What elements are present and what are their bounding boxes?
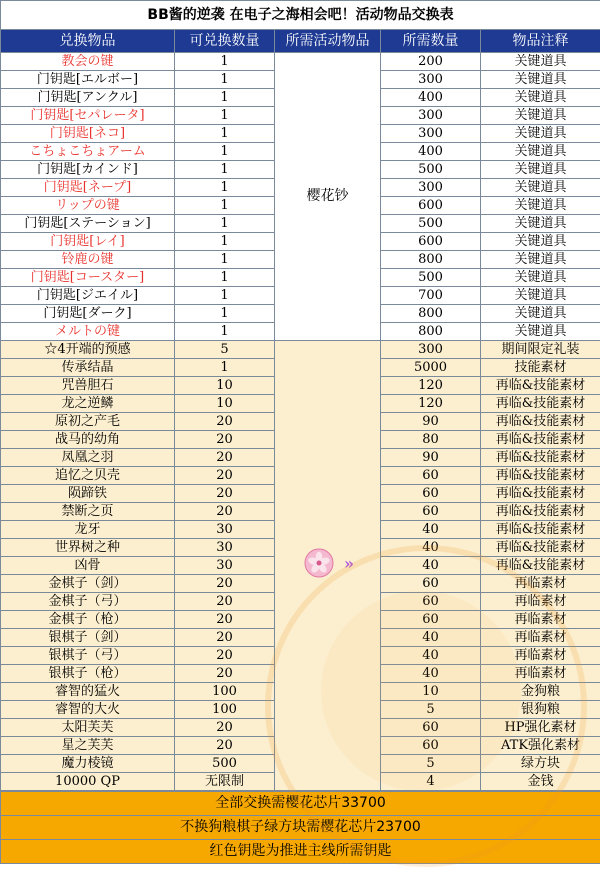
material-row — [1, 341, 600, 359]
item-need: 60 — [381, 467, 481, 485]
footer-row — [1, 792, 600, 816]
item-name: 陨蹄铁 — [1, 485, 175, 503]
currency-cell — [275, 53, 381, 341]
item-note: 期间限定礼装 — [481, 341, 600, 359]
item-note: 绿方块 — [481, 755, 600, 773]
item-need: 300 — [381, 341, 481, 359]
header-note: 物品注释 — [481, 30, 600, 53]
item-note: 再临&技能素材 — [481, 503, 600, 521]
item-note: 再临&技能素材 — [481, 485, 600, 503]
item-qty: 5 — [175, 341, 275, 359]
item-name: 魔力棱镜 — [1, 755, 175, 773]
item-note: 再临素材 — [481, 629, 600, 647]
item-qty: 10 — [175, 395, 275, 413]
item-need: 40 — [381, 521, 481, 539]
item-need: 40 — [381, 539, 481, 557]
item-qty: 1 — [175, 233, 275, 251]
item-need: 60 — [381, 593, 481, 611]
item-note: 关键道具 — [481, 161, 600, 179]
sakura-chip — [304, 548, 351, 578]
item-need: 300 — [381, 71, 481, 89]
item-note: 金钱 — [481, 773, 600, 791]
item-need: 60 — [381, 575, 481, 593]
item-name: 金棋子（弓） — [1, 593, 175, 611]
item-qty: 30 — [175, 539, 275, 557]
item-name: 战马的幼角 — [1, 431, 175, 449]
item-name: ☆4开端的预感 — [1, 341, 175, 359]
item-name: 龙之逆鳞 — [1, 395, 175, 413]
item-qty: 无限制 — [175, 773, 275, 791]
item-need: 500 — [381, 161, 481, 179]
item-qty: 1 — [175, 323, 275, 341]
title-row — [1, 1, 600, 30]
item-note: 关键道具 — [481, 143, 600, 161]
item-name: 凶骨 — [1, 557, 175, 575]
footer-partial: 不换狗粮棋子绿方块需樱花芯片23700 — [1, 816, 600, 840]
item-qty: 20 — [175, 449, 275, 467]
item-name: 门钥匙[ネコ] — [1, 125, 175, 143]
item-qty: 20 — [175, 647, 275, 665]
item-need: 40 — [381, 557, 481, 575]
item-need: 800 — [381, 305, 481, 323]
item-name: 原初之产毛 — [1, 413, 175, 431]
item-note: 关键道具 — [481, 71, 600, 89]
item-need: 500 — [381, 269, 481, 287]
item-qty: 100 — [175, 701, 275, 719]
item-note: 再临素材 — [481, 575, 600, 593]
item-name: こちょこちょアーム — [1, 143, 175, 161]
item-note: HP强化素材 — [481, 719, 600, 737]
currency-icon-cell — [275, 341, 381, 791]
item-note: 关键道具 — [481, 89, 600, 107]
item-note: 关键道具 — [481, 125, 600, 143]
item-name: 门钥匙[ジエイル] — [1, 287, 175, 305]
footer-row — [1, 816, 600, 840]
item-name: 教会の键 — [1, 53, 175, 71]
footer-total: 全部交换需樱花芯片33700 — [1, 792, 600, 816]
item-name: リップの键 — [1, 197, 175, 215]
item-qty: 20 — [175, 593, 275, 611]
item-qty: 20 — [175, 413, 275, 431]
item-need: 4 — [381, 773, 481, 791]
item-name: 世界树之种 — [1, 539, 175, 557]
item-qty: 1 — [175, 287, 275, 305]
header-item: 兑换物品 — [1, 30, 175, 53]
item-qty: 30 — [175, 521, 275, 539]
item-qty: 10 — [175, 377, 275, 395]
item-name: 追忆之贝壳 — [1, 467, 175, 485]
item-name: 门钥匙[ステーション] — [1, 215, 175, 233]
item-qty: 1 — [175, 89, 275, 107]
item-name: 银棋子（剑） — [1, 629, 175, 647]
item-name: 门钥匙[アンクル] — [1, 89, 175, 107]
item-name: 门钥匙[エルボー] — [1, 71, 175, 89]
item-need: 400 — [381, 143, 481, 161]
item-qty: 20 — [175, 467, 275, 485]
item-need: 120 — [381, 377, 481, 395]
item-need: 40 — [381, 647, 481, 665]
item-need: 90 — [381, 413, 481, 431]
item-name: 睿智的大火 — [1, 701, 175, 719]
item-qty: 1 — [175, 161, 275, 179]
item-name: 传承结晶 — [1, 359, 175, 377]
item-need: 300 — [381, 107, 481, 125]
item-name: メルトの键 — [1, 323, 175, 341]
item-need: 90 — [381, 449, 481, 467]
item-name: 星之芙芙 — [1, 737, 175, 755]
header-row — [1, 30, 600, 53]
item-need: 300 — [381, 125, 481, 143]
sakura-chip-icon — [304, 548, 334, 578]
item-qty: 20 — [175, 485, 275, 503]
item-need: 5000 — [381, 359, 481, 377]
item-note: 关键道具 — [481, 251, 600, 269]
item-note: 银狗粮 — [481, 701, 600, 719]
item-name: 门钥匙[セパレータ] — [1, 107, 175, 125]
item-need: 60 — [381, 485, 481, 503]
item-note: 关键道具 — [481, 287, 600, 305]
item-name: 睿智的猛火 — [1, 683, 175, 701]
item-qty: 1 — [175, 215, 275, 233]
item-need: 600 — [381, 197, 481, 215]
item-name: 门钥匙[ダーク] — [1, 305, 175, 323]
item-qty: 1 — [175, 107, 275, 125]
item-note: 再临&技能素材 — [481, 377, 600, 395]
item-qty: 20 — [175, 431, 275, 449]
item-need: 40 — [381, 665, 481, 683]
item-qty: 1 — [175, 143, 275, 161]
item-note: 再临素材 — [481, 647, 600, 665]
item-qty: 500 — [175, 755, 275, 773]
item-need: 5 — [381, 755, 481, 773]
item-name: 10000 QP — [1, 773, 175, 791]
item-qty: 20 — [175, 719, 275, 737]
currency-label: 樱花钞 — [306, 188, 349, 204]
item-qty: 1 — [175, 359, 275, 377]
footer-red-note: 红色钥匙为推进主线所需钥匙 — [1, 840, 600, 864]
item-need: 700 — [381, 287, 481, 305]
item-note: 再临&技能素材 — [481, 395, 600, 413]
item-need: 5 — [381, 701, 481, 719]
item-name: 银棋子（弓） — [1, 647, 175, 665]
item-note: 技能素材 — [481, 359, 600, 377]
item-qty: 1 — [175, 197, 275, 215]
key-item-row — [1, 53, 600, 71]
item-need: 600 — [381, 233, 481, 251]
item-name: 咒兽胆石 — [1, 377, 175, 395]
item-need: 400 — [381, 89, 481, 107]
item-qty: 20 — [175, 629, 275, 647]
header-qty: 可兑换数量 — [175, 30, 275, 53]
item-note: 关键道具 — [481, 323, 600, 341]
item-qty: 1 — [175, 71, 275, 89]
item-note: 再临&技能素材 — [481, 467, 600, 485]
item-name: 太阳芙芙 — [1, 719, 175, 737]
item-need: 40 — [381, 629, 481, 647]
item-need: 800 — [381, 323, 481, 341]
footer-table — [0, 791, 600, 864]
item-need: 300 — [381, 179, 481, 197]
item-note: 关键道具 — [481, 107, 600, 125]
item-need: 80 — [381, 431, 481, 449]
item-qty: 20 — [175, 737, 275, 755]
item-qty: 1 — [175, 251, 275, 269]
item-note: 关键道具 — [481, 269, 600, 287]
item-note: 再临素材 — [481, 593, 600, 611]
item-name: 门钥匙[ネープ] — [1, 179, 175, 197]
item-name: 龙牙 — [1, 521, 175, 539]
double-chevron-right-icon: » — [344, 553, 351, 573]
item-note: 再临&技能素材 — [481, 557, 600, 575]
item-name: 金棋子（枪） — [1, 611, 175, 629]
item-note: 关键道具 — [481, 53, 600, 71]
item-qty: 100 — [175, 683, 275, 701]
item-note: 再临素材 — [481, 611, 600, 629]
item-need: 120 — [381, 395, 481, 413]
item-name: 铃鹿の键 — [1, 251, 175, 269]
item-name: 门钥匙[カインド] — [1, 161, 175, 179]
item-note: 关键道具 — [481, 197, 600, 215]
item-note: 再临素材 — [481, 665, 600, 683]
item-qty: 1 — [175, 305, 275, 323]
item-note: 再临&技能素材 — [481, 431, 600, 449]
item-note: 关键道具 — [481, 179, 600, 197]
footer-row — [1, 840, 600, 864]
item-name: 禁断之页 — [1, 503, 175, 521]
item-note: 关键道具 — [481, 215, 600, 233]
item-note: 再临&技能素材 — [481, 449, 600, 467]
item-qty: 1 — [175, 269, 275, 287]
item-name: 金棋子（剑） — [1, 575, 175, 593]
item-note: 金狗粮 — [481, 683, 600, 701]
item-qty: 1 — [175, 179, 275, 197]
item-need: 200 — [381, 53, 481, 71]
item-qty: 20 — [175, 665, 275, 683]
item-note: 关键道具 — [481, 305, 600, 323]
item-qty: 20 — [175, 611, 275, 629]
item-note: ATK强化素材 — [481, 737, 600, 755]
item-name: 门钥匙[レイ] — [1, 233, 175, 251]
item-note: 再临&技能素材 — [481, 413, 600, 431]
page-title: BB酱的逆袭 在电子之海相会吧！活动物品交换表 — [1, 1, 600, 30]
item-qty: 30 — [175, 557, 275, 575]
item-qty: 1 — [175, 53, 275, 71]
header-currency: 所需活动物品 — [275, 30, 381, 53]
item-note: 再临&技能素材 — [481, 539, 600, 557]
item-qty: 1 — [175, 125, 275, 143]
item-name: 银棋子（枪） — [1, 665, 175, 683]
item-need: 60 — [381, 737, 481, 755]
item-need: 60 — [381, 611, 481, 629]
item-need: 60 — [381, 503, 481, 521]
item-need: 800 — [381, 251, 481, 269]
item-note: 再临&技能素材 — [481, 521, 600, 539]
item-need: 60 — [381, 719, 481, 737]
item-need: 10 — [381, 683, 481, 701]
item-name: 门钥匙[コースター] — [1, 269, 175, 287]
item-note: 关键道具 — [481, 233, 600, 251]
item-name: 凤凰之羽 — [1, 449, 175, 467]
item-qty: 20 — [175, 575, 275, 593]
header-need: 所需数量 — [381, 30, 481, 53]
item-need: 500 — [381, 215, 481, 233]
item-qty: 20 — [175, 503, 275, 521]
